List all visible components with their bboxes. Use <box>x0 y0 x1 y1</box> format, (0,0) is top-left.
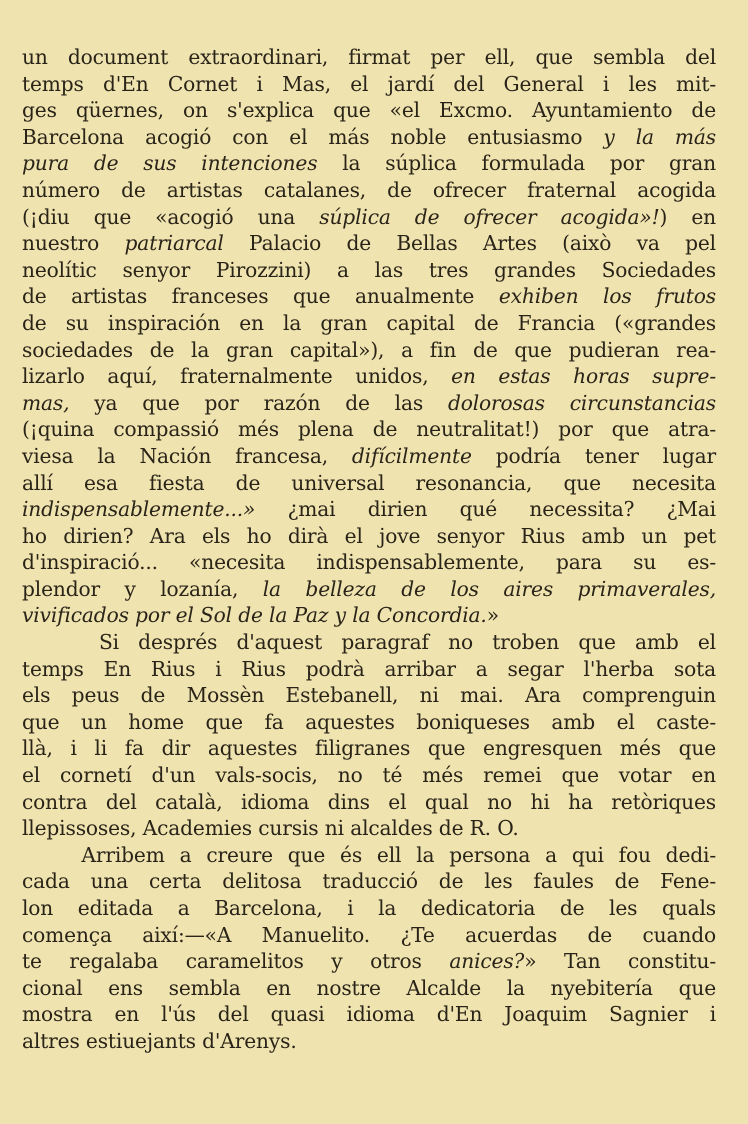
text-line <box>22 549 716 576</box>
text-line <box>22 150 716 177</box>
text-line <box>22 470 716 497</box>
text-segment: sociedades de la gran capital»), a fin de que pudieran rea- <box>22 337 716 362</box>
text-segment: podría tener lugar <box>471 443 716 468</box>
text-segment: que un home que fa aquestes boniqueses amb el caste- <box>22 709 716 734</box>
text-segment: » <box>486 603 499 628</box>
text-line <box>22 204 716 231</box>
text-segment: lon editada a Barcelona, i la dedicatoria de les quals <box>22 896 716 920</box>
text-segment: (¡quina compassió més plena de neutralitat!) por que atra- <box>22 417 716 442</box>
text-line <box>22 602 716 629</box>
text-line <box>22 416 716 443</box>
text-segment: ges qüernes, on s'explica que «el Excmo. Ayuntamiento de <box>22 98 716 123</box>
text-line <box>22 842 716 869</box>
text-segment: » Tan constitu- <box>524 949 717 974</box>
text-segment: de su inspiración en la gran capital de Francia («grandes <box>22 310 716 335</box>
italic-text-segment: vivificados por el Sol de la Paz y la Concordia. <box>22 603 487 628</box>
text-line <box>22 762 716 789</box>
paragraph-p3 <box>22 842 716 1055</box>
italic-text-segment: en estas horas supre- <box>451 364 716 389</box>
text-segment: viesa la Nación francesa, <box>22 443 352 468</box>
text-segment: te regalaba caramelitos y otros <box>22 949 450 974</box>
text-segment: mostra en l'ús del quasi idioma d'En Joaquim Sagnier i <box>22 1002 716 1027</box>
text-segment: un document extraordinari, firmat per ell, que sembla del <box>22 45 716 69</box>
text-segment: llepissoses, Academies cursis ni alcaldes de R. O. <box>22 816 519 841</box>
text-line <box>22 310 716 337</box>
paragraph-p1 <box>22 44 716 629</box>
text-line <box>22 735 716 762</box>
text-segment: neolític senyor Pirozzini) a las tres grandes Sociedades <box>22 257 716 282</box>
text-line <box>22 1028 716 1055</box>
text-line <box>22 948 716 975</box>
italic-text-segment: difícilmente <box>351 443 472 468</box>
text-line <box>22 44 716 71</box>
text-segment: temps En Rius i Rius podrà arribar a segar l'herba sota <box>22 656 716 681</box>
text-segment: ¿mai dirien qué necessita? ¿Mai <box>255 497 716 522</box>
italic-text-segment: súplica de ofrecer acogida»! <box>319 204 660 229</box>
italic-text-segment: indispensablemente...» <box>22 497 256 522</box>
text-line <box>22 283 716 310</box>
text-segment: cada una certa delitosa traducció de les faules de Fene- <box>22 869 716 894</box>
text-segment: el cornetí d'un vals-socis, no té més remei que votar en <box>22 763 716 788</box>
text-segment: comença així:—«A Manuelito. ¿Te acuerdas de cuando <box>22 922 716 947</box>
italic-text-segment: exhiben los frutos <box>498 284 716 309</box>
text-segment: de artistas franceses que anualmente <box>22 284 499 309</box>
italic-text-segment: anices? <box>449 949 525 974</box>
text-line <box>22 922 716 949</box>
text-segment: altres estiuejants d'Arenys. <box>22 1028 297 1053</box>
text-segment: (¡diu que «acogió una <box>22 204 320 229</box>
text-segment: Palacio de Bellas Artes (això va pel <box>223 231 716 256</box>
text-segment: d'inspiració... «necesita indispensablemente, para su es- <box>22 550 716 575</box>
text-line <box>22 895 716 922</box>
text-line <box>22 868 716 895</box>
text-line <box>22 789 716 816</box>
text-segment: ho dirien? Ara els ho dirà el jove senyor Rius amb un pet <box>22 523 716 548</box>
text-segment: nuestro <box>22 231 125 256</box>
text-line <box>22 682 716 709</box>
text-segment: temps d'En Cornet i Mas, el jardí del General i les mit- <box>22 71 716 96</box>
text-line <box>22 576 716 603</box>
text-line <box>22 71 716 98</box>
text-line <box>22 496 716 523</box>
text-segment: plendor y lozanía, <box>22 576 263 601</box>
text-line <box>22 709 716 736</box>
text-segment: Si després d'aquest paragraf no troben que amb el <box>22 630 716 655</box>
italic-text-segment: dolorosas circunstancias <box>447 390 716 415</box>
paragraph-p2 <box>22 629 716 842</box>
italic-text-segment: y la más <box>603 124 716 149</box>
text-line <box>22 257 716 284</box>
text-segment: ya que por razón de las <box>69 390 448 415</box>
text-line <box>22 337 716 364</box>
text-line <box>22 390 716 417</box>
text-segment: cional ens sembla en nostre Alcalde la nyebitería que <box>22 975 716 1000</box>
text-line <box>22 124 716 151</box>
text-segment: ) en <box>659 204 716 229</box>
text-line <box>22 443 716 470</box>
text-segment: lizarlo aquí, fraternalmente unidos, <box>22 364 452 389</box>
text-line <box>22 656 716 683</box>
text-line <box>22 815 716 842</box>
italic-text-segment: patriarcal <box>124 231 224 256</box>
text-line <box>22 177 716 204</box>
text-segment: la súplica formulada por gran <box>317 151 716 176</box>
text-line <box>22 230 716 257</box>
italic-text-segment: la belleza de los aires primaverales, <box>262 576 716 601</box>
text-segment: els peus de Mossèn Estebanell, ni mai. Ara comprenguin <box>22 683 716 708</box>
text-segment: número de artistas catalanes, de ofrecer fraternal acogida <box>22 177 716 202</box>
text-segment: contra del català, idioma dins el qual no hi ha retòriques <box>22 789 716 814</box>
text-line <box>22 523 716 550</box>
document-text-body <box>22 44 716 1055</box>
text-line <box>22 629 716 656</box>
text-segment: allí esa fiesta de universal resonancia, que necesita <box>22 470 716 495</box>
text-segment: Arribem a creure que és ell la persona a qui fou dedi- <box>22 842 716 867</box>
text-line <box>22 975 716 1002</box>
text-line <box>22 97 716 124</box>
document-page <box>22 44 716 1055</box>
italic-text-segment: mas, <box>22 390 70 415</box>
italic-text-segment: pura de sus intenciones <box>22 151 318 176</box>
text-line <box>22 1001 716 1028</box>
text-segment: Barcelona acogió con el más noble entusiasmo <box>22 124 604 149</box>
text-line <box>22 363 716 390</box>
text-segment: llà, i li fa dir aquestes filigranes que engresquen més que <box>22 736 716 761</box>
